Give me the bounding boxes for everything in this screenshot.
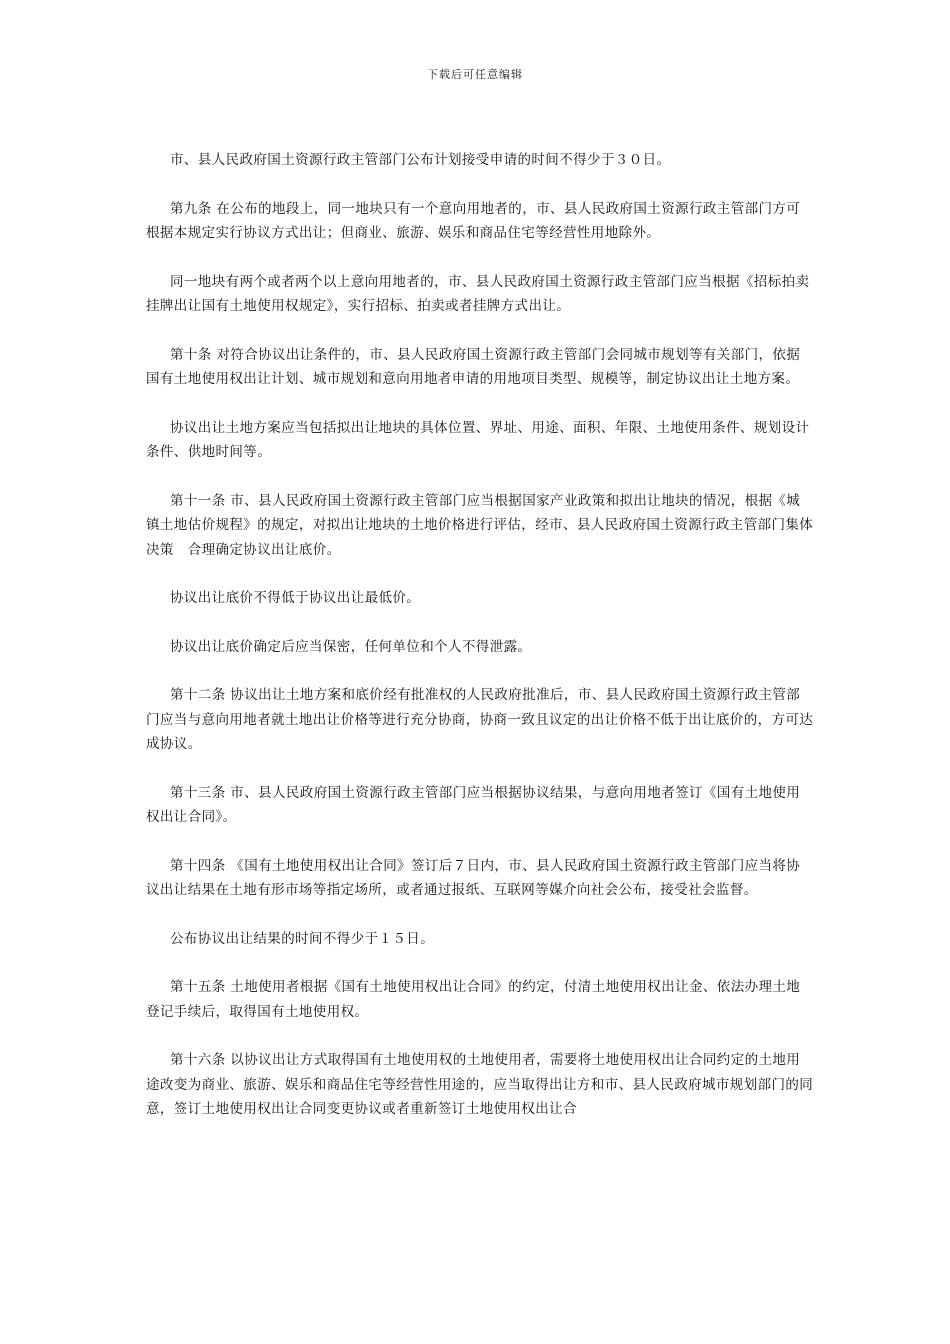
- paragraph: 协议出让底价不得低于协议出让最低价。: [170, 590, 421, 606]
- paragraph: 第十四条 《国有土地使用权出让合同》签订后７日内，市、县人民政府国土资源行政主管部门应当将协议出让结果在土地有形市场等指定场所，或者通过报纸、互联网等媒介向社会公布，接受社会监督。: [146, 857, 801, 898]
- page-header: 下载后可任意编辑: [427, 68, 523, 81]
- paragraph: 第十三条 市、县人民政府国土资源行政主管部门应当根据协议结果，与意向用地者签订《国有土地使用权出让合同》。: [146, 784, 801, 825]
- document-body: [146, 148, 814, 1146]
- paragraph: 市、县人民政府国土资源行政主管部门公布计划接受申请的时间不得少于３０日。: [170, 152, 671, 168]
- paragraph: 第十条 对符合协议出让条件的，市、县人民政府国土资源行政主管部门会同城市规划等有关部门，依据国有土地使用权出让计划、城市规划和意向用地者申请的用地项目类型、规模等，制定协议出让土地方案。: [146, 346, 801, 387]
- paragraph: 第九条 在公布的地段上，同一地块只有一个意向用地者的，市、县人民政府国土资源行政主管部门方可根据本规定实行协议方式出让；但商业、旅游、娱乐和商品住宅等经营性用地除外。: [146, 200, 801, 241]
- paragraph: 公布协议出让结果的时间不得少于１５日。: [170, 930, 435, 947]
- paragraph: 第十二条 协议出让土地方案和底价经有批准权的人民政府批准后，市、县人民政府国土资源行政主管部门应当与意向用地者就土地出让价格等进行充分协商，协商一致且议定的出让价格不低于出让底价的，方可达成协议。: [146, 687, 814, 752]
- paragraph: 第十一条 市、县人民政府国土资源行政主管部门应当根据国家产业政策和拟出让地块的情况，根据《城镇土地估价规程》的规定，对拟出让地块的土地价格进行评估，经市、县人民政府国土资源行政主管部门集体决策 合理确定协议出让底价。: [146, 492, 814, 558]
- paragraph: 同一地块有两个或者两个以上意向用地者的，市、县人民政府国土资源行政主管部门应当根据《招标拍卖挂牌出让国有土地使用权规定》，实行招标、拍卖或者挂牌方式出让。: [146, 273, 810, 314]
- paragraph: 第十五条 土地使用者根据《国有土地使用权出让合同》的约定，付清土地使用权出让金、依法办理土地登记手续后，取得国有土地使用权。: [146, 979, 801, 1020]
- paragraph: 第十六条 以协议出让方式取得国有土地使用权的土地使用者，需要将土地使用权出让合同约定的土地用途改变为商业、旅游、娱乐和商品住宅等经营性用途的，应当取得出让方和市、县人民政府城市规划部门的同意，签订土地使用权出让合同变更协议或者重新签订土地使用权出让合: [146, 1052, 814, 1117]
- paragraph: 协议出让底价确定后应当保密，任何单位和个人不得泄露。: [170, 638, 532, 655]
- paragraph: 协议出让土地方案应当包括拟出让地块的具体位置、界址、用途、面积、年限、土地使用条件、规划设计条件、供地时间等。: [146, 419, 810, 460]
